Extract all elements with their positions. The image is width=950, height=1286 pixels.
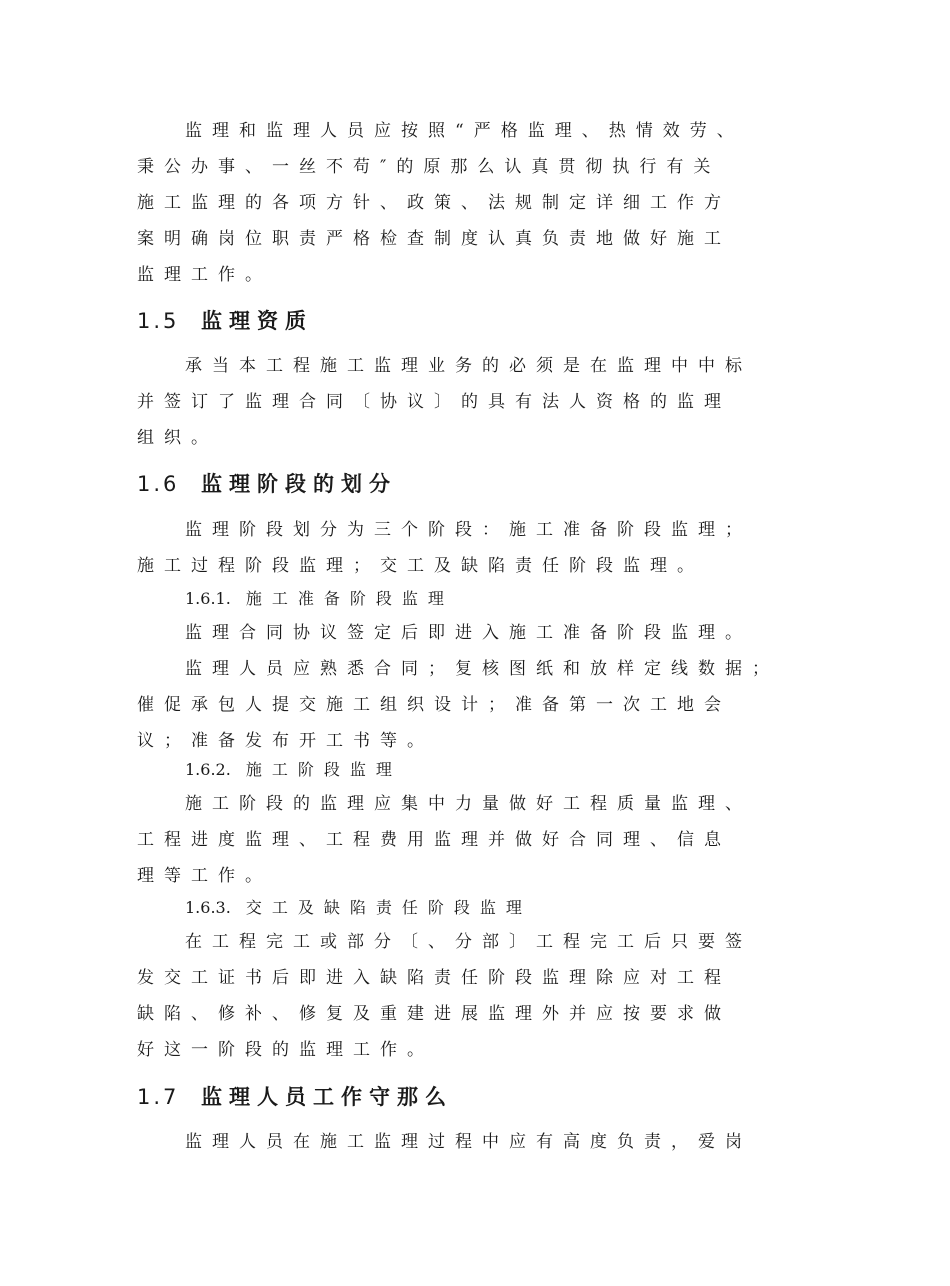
text-line: 缺陷、修补、修复及重建进展监理外并应按要求做 (137, 1004, 731, 1024)
text-line: 案明确岗位职责严格检查制度认真负责地做好施工 (137, 229, 731, 249)
text-line: 监理阶段划分为三个阶段：施工准备阶段监理； (185, 520, 752, 540)
paragraph-stages (137, 512, 847, 584)
section-heading-1-5 (137, 305, 313, 335)
section-number: 1.5 (137, 309, 180, 333)
subsection-heading-1-6-3 (137, 891, 847, 925)
text-line: 在工程完工或部分〔、分部〕工程完工后只要签 (185, 932, 752, 952)
text-line: 施工阶段的监理应集中力量做好工程质量监理、 (185, 794, 752, 814)
text-line: 并签订了监理合同〔协议〕的具有法人资格的监理 (137, 392, 731, 412)
paragraph-preparation (137, 615, 847, 759)
text-line: 监理人员在施工监理过程中应有高度负责，爱岗 (185, 1132, 752, 1152)
subsection-number: 1.6.3. (185, 898, 231, 917)
subsection-heading-1-6-1 (137, 582, 847, 616)
paragraph-code-of-conduct (137, 1124, 847, 1160)
section-title: 监理人员工作守那么 (201, 1085, 453, 1109)
section-heading-1-7 (137, 1081, 453, 1111)
section-title: 监理资质 (201, 309, 313, 333)
text-line: 理等工作。 (137, 866, 272, 886)
text-line: 发交工证书后即进入缺陷责任阶段监理除应对工程 (137, 968, 731, 988)
text-line: 秉公办事、一丝不苟″的原那么认真贯彻执行有关 (137, 157, 721, 177)
subsection-title: 施工准备阶段监理 (245, 589, 454, 608)
text-line: 好这一阶段的监理工作。 (137, 1040, 434, 1060)
text-line: 施工监理的各项方针、政策、法规制定详细工作方 (137, 193, 731, 213)
text-line: 监理和监理人员应按照“严格监理、热情效劳、 (185, 121, 744, 141)
section-heading-1-6 (137, 468, 397, 498)
section-title: 监理阶段的划分 (201, 472, 397, 496)
section-number: 1.6 (137, 472, 180, 496)
text-line: 施工过程阶段监理；交工及缺陷责任阶段监理。 (137, 556, 704, 576)
text-line: 议；准备发布开工书等。 (137, 731, 434, 751)
subsection-title: 施工阶段监理 (245, 760, 402, 779)
text-line: 监理人员应熟悉合同；复核图纸和放样定线数据； (185, 659, 779, 679)
text-line: 工程进度监理、工程费用监理并做好合同理、信息 (137, 830, 731, 850)
subsection-number: 1.6.2. (185, 760, 231, 779)
text-line: 组织。 (137, 428, 218, 448)
section-number: 1.7 (137, 1085, 180, 1109)
paragraph-principles (137, 113, 847, 293)
paragraph-defects (137, 924, 847, 1068)
subsection-number: 1.6.1. (185, 589, 231, 608)
text-line: 催促承包人提交施工组织设计；准备第一次工地会 (137, 695, 731, 715)
paragraph-qualification (137, 348, 847, 456)
subsection-heading-1-6-2 (137, 753, 847, 787)
text-line: 监理合同协议签定后即进入施工准备阶段监理。 (185, 623, 752, 643)
paragraph-construction (137, 786, 847, 894)
text-line: 承当本工程施工监理业务的必须是在监理中中标 (185, 356, 752, 376)
subsection-title: 交工及缺陷责任阶段监理 (245, 898, 532, 917)
text-line: 监理工作。 (137, 265, 272, 285)
